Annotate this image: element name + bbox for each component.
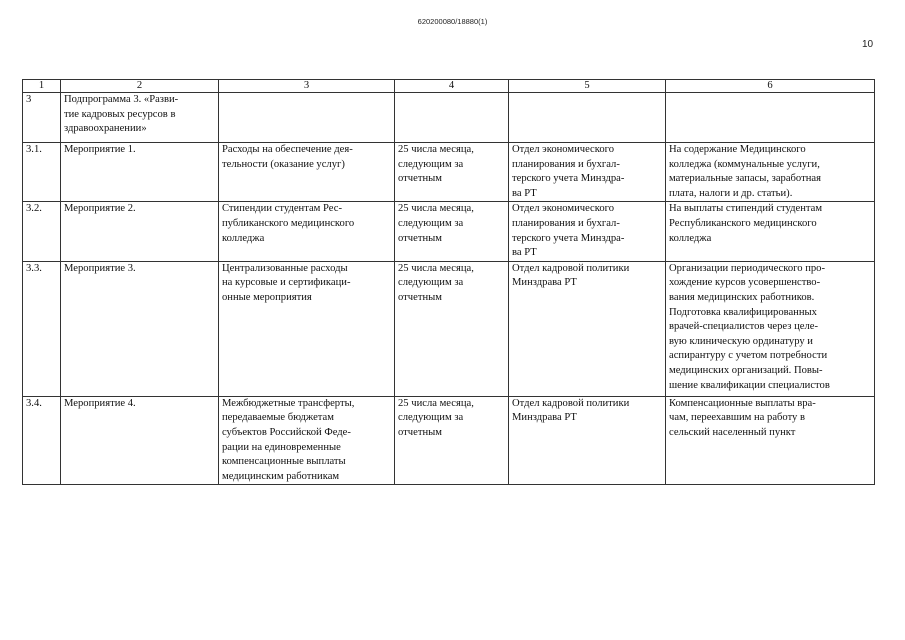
cell-text-line: медицинским работникам bbox=[222, 470, 340, 482]
cell-text-line: онные мероприятия bbox=[222, 291, 312, 303]
cell-text-line: рации на единовременные bbox=[222, 441, 341, 453]
cell-text-line: Отдел экономического bbox=[512, 203, 615, 215]
expense-description-cell bbox=[219, 202, 395, 261]
cell-text-line: На выплаты стипендий студентам bbox=[669, 203, 823, 215]
header-cell: 4 bbox=[395, 80, 509, 93]
cell-text-line: Минздрава РТ bbox=[512, 277, 577, 289]
table-row bbox=[23, 202, 875, 261]
cell-text-line: планирования и бухгал- bbox=[512, 158, 620, 170]
note-cell bbox=[666, 202, 875, 261]
cell-text-line: На содержание Медицинского bbox=[669, 144, 806, 155]
cell-text-line: Межбюджетные трансферты, bbox=[222, 397, 355, 409]
cell-text-line: Республиканского медицинского bbox=[669, 217, 817, 229]
table-row bbox=[23, 93, 875, 143]
cell-text-line: публиканского медицинского bbox=[222, 217, 355, 229]
cell-text-line: 3 bbox=[26, 94, 32, 105]
row-number-cell bbox=[23, 261, 61, 396]
table-row bbox=[23, 143, 875, 202]
cell-text-line: аспирантуру с учетом потребности bbox=[669, 350, 828, 362]
row-number-cell bbox=[23, 93, 61, 143]
expense-description-cell bbox=[219, 396, 395, 485]
cell-text-line: медицинских организаций. Повы- bbox=[669, 364, 823, 376]
program-table bbox=[22, 79, 875, 485]
cell-text-line: шение квалификации специалистов bbox=[669, 379, 830, 391]
cell-text-line: передаваемые бюджетам bbox=[222, 412, 334, 424]
note-cell bbox=[666, 143, 875, 202]
cell-text-line: 3.4. bbox=[26, 397, 42, 409]
cell-text-line: отчетным bbox=[398, 291, 442, 303]
expense-description-cell bbox=[219, 261, 395, 396]
note-cell bbox=[666, 261, 875, 396]
cell-text-line: Отдел кадровой политики bbox=[512, 397, 630, 409]
cell-text-line: планирования и бухгал- bbox=[512, 217, 620, 229]
cell-text-line: тие кадровых ресурсов в bbox=[64, 108, 176, 120]
cell-text-line: следующим за bbox=[398, 412, 464, 424]
page-number: 10 bbox=[862, 39, 874, 50]
header-cell: 1 bbox=[23, 80, 61, 93]
deadline-cell bbox=[395, 396, 509, 485]
cell-text-line: Мероприятие 3. bbox=[64, 262, 136, 274]
cell-text-line: Подготовка квалифицированных bbox=[669, 306, 817, 318]
cell-text-line: вания медицинских работников. bbox=[669, 291, 815, 303]
row-number-cell bbox=[23, 202, 61, 261]
cell-text-line: материальные запасы, заработная bbox=[669, 173, 821, 185]
deadline-cell bbox=[395, 143, 509, 202]
cell-text-line: Компенсационные выплаты вра- bbox=[669, 397, 816, 409]
cell-text-line: Подпрограмма 3. «Разви- bbox=[64, 94, 179, 105]
cell-text-line: следующим за bbox=[398, 217, 464, 229]
table-row bbox=[23, 261, 875, 396]
cell-text-line: отчетным bbox=[398, 232, 442, 244]
cell-text-line: следующим за bbox=[398, 277, 464, 289]
cell-text-line: чам, переехавшим на работу в bbox=[669, 412, 806, 424]
executor-cell bbox=[509, 93, 666, 143]
cell-text-line: 25 числа месяца, bbox=[398, 144, 474, 155]
header-cell: 2 bbox=[61, 80, 219, 93]
note-cell bbox=[666, 396, 875, 485]
cell-text-line: Мероприятие 2. bbox=[64, 203, 136, 215]
document-id: 620200080/18880(1) bbox=[417, 17, 488, 26]
executor-cell bbox=[509, 261, 666, 396]
activity-name-cell bbox=[61, 261, 219, 396]
cell-text-line: здравоохранении» bbox=[64, 123, 147, 135]
executor-cell bbox=[509, 143, 666, 202]
cell-text-line: 3.2. bbox=[26, 203, 42, 215]
expense-description-cell bbox=[219, 143, 395, 202]
header-cell: 3 bbox=[219, 80, 395, 93]
table-row bbox=[23, 396, 875, 485]
cell-text-line: терского учета Минздра- bbox=[512, 232, 625, 244]
cell-text-line: отчетным bbox=[398, 426, 442, 438]
cell-text-line: хождение курсов усовершенство- bbox=[669, 277, 821, 289]
cell-text-line: 3.1. bbox=[26, 144, 42, 155]
deadline-cell bbox=[395, 261, 509, 396]
cell-text-line: на курсовые и сертификаци- bbox=[222, 277, 351, 289]
cell-text-line: компенсационные выплаты bbox=[222, 456, 346, 468]
cell-text-line: терского учета Минздра- bbox=[512, 173, 625, 185]
cell-text-line: сельский населенный пункт bbox=[669, 426, 796, 438]
executor-cell bbox=[509, 202, 666, 261]
cell-text-line: следующим за bbox=[398, 158, 464, 170]
cell-text-line: врачей-специалистов через целе- bbox=[669, 321, 818, 333]
executor-cell bbox=[509, 396, 666, 485]
row-number-cell bbox=[23, 396, 61, 485]
cell-text-line: колледжа bbox=[222, 232, 265, 244]
cell-text-line: вую клиническую ординатуру и bbox=[669, 335, 813, 347]
activity-name-cell bbox=[61, 396, 219, 485]
cell-text-line: Минздрава РТ bbox=[512, 412, 577, 424]
deadline-cell bbox=[395, 93, 509, 143]
cell-text-line: Расходы на обеспечение дея- bbox=[222, 144, 353, 155]
cell-text-line: Отдел кадровой политики bbox=[512, 262, 630, 274]
cell-text-line: ва РТ bbox=[512, 187, 537, 199]
activity-name-cell bbox=[61, 93, 219, 143]
row-number-cell bbox=[23, 143, 61, 202]
cell-text-line: ва РТ bbox=[512, 247, 537, 259]
cell-text-line: колледжа (коммунальные услуги, bbox=[669, 158, 820, 170]
activity-name-cell bbox=[61, 143, 219, 202]
activity-name-cell bbox=[61, 202, 219, 261]
cell-text-line: 3.3. bbox=[26, 262, 42, 274]
cell-text-line: Мероприятие 4. bbox=[64, 397, 136, 409]
cell-text-line: 25 числа месяца, bbox=[398, 262, 474, 274]
table-header-row bbox=[23, 80, 875, 93]
cell-text-line: колледжа bbox=[669, 232, 712, 244]
expense-description-cell bbox=[219, 93, 395, 143]
cell-text-line: Централизованные расходы bbox=[222, 262, 348, 274]
cell-text-line: Отдел экономического bbox=[512, 144, 615, 155]
deadline-cell bbox=[395, 202, 509, 261]
cell-text-line: Организации периодического про- bbox=[669, 262, 825, 274]
cell-text-line: Стипендии студентам Рес- bbox=[222, 203, 342, 215]
cell-text-line: 25 числа месяца, bbox=[398, 203, 474, 215]
cell-text-line: 25 числа месяца, bbox=[398, 397, 474, 409]
cell-text-line: субъектов Российской Феде- bbox=[222, 426, 351, 438]
header-cell: 5 bbox=[509, 80, 666, 93]
note-cell bbox=[666, 93, 875, 143]
cell-text-line: Мероприятие 1. bbox=[64, 144, 136, 155]
cell-text-line: отчетным bbox=[398, 173, 442, 185]
cell-text-line: плата, налоги и др. статьи). bbox=[669, 187, 793, 199]
cell-text-line: тельности (оказание услуг) bbox=[222, 158, 345, 170]
header-cell: 6 bbox=[666, 80, 875, 93]
